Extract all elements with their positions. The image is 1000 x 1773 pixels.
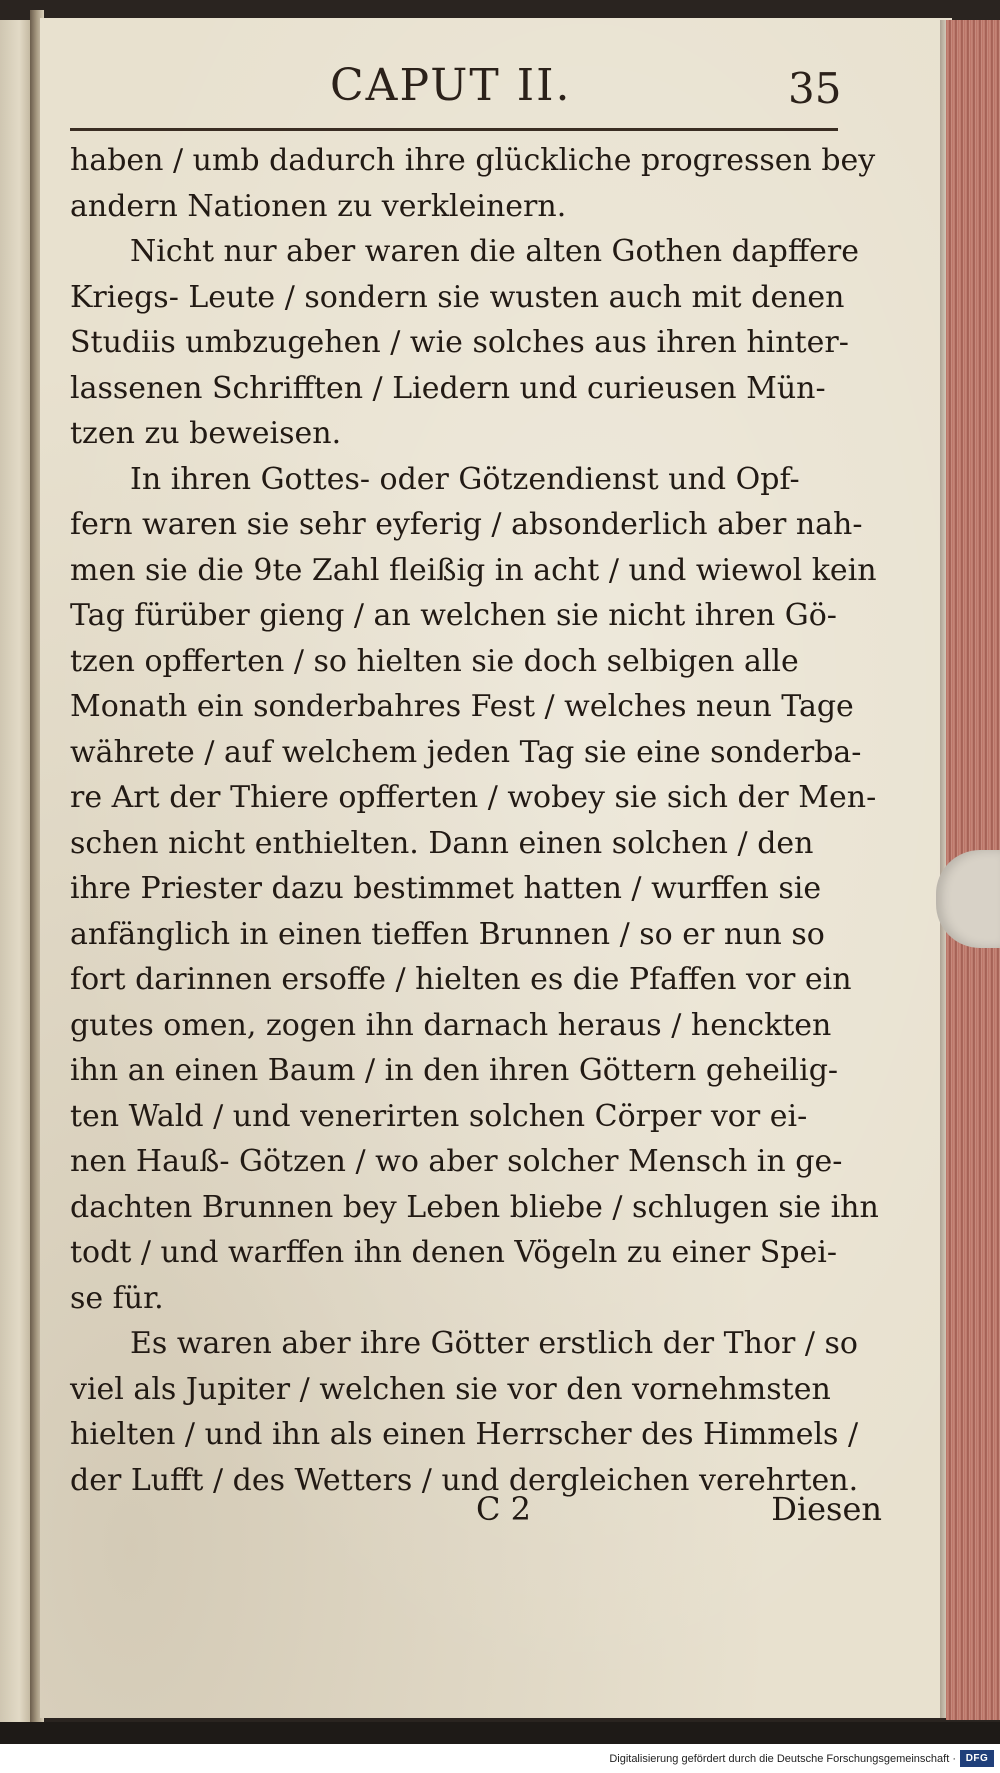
text-line: fern waren sie sehr eyferig / absonderlich aber nah-	[70, 507, 863, 542]
text-line: hielten / und ihn als einen Herrscher des Himmels /	[70, 1417, 859, 1452]
text-line: haben / umb dadurch ihre glückliche progressen bey	[70, 143, 876, 178]
text-line: tzen opfferten / so hielten sie doch selbigen alle	[70, 643, 799, 679]
page-foot	[70, 1490, 882, 1536]
scan-bottom-band	[0, 1722, 1000, 1744]
funding-credit: Digitalisierung gefördert durch die Deutsche Forschungsgemeinschaft ·	[609, 1753, 956, 1765]
text-line: anfänglich in einen tieffen Brunnen / so er nun so	[70, 916, 825, 952]
signature-mark: C 2	[476, 1490, 532, 1528]
text-line: gutes omen, zogen ihn darnach heraus / henckten	[70, 1007, 832, 1043]
text-line: Tag fürüber gieng / an welchen sie nicht ihren Gö-	[70, 598, 837, 633]
text-line: re Art der Thiere opfferten / wobey sie sich der Men-	[70, 780, 877, 815]
body-text	[70, 138, 890, 1503]
text-line: Monath ein sonderbahres Fest / welches neun Tage	[70, 689, 854, 724]
text-line: Studiis umbzugehen / wie solches aus ihren hinter-	[70, 325, 849, 360]
head-rule	[70, 128, 838, 131]
text-line: fort darinnen ersoffe / hielten es die Pfaffen vor ein	[70, 962, 852, 997]
text-line: lassenen Schrifften / Liedern und curieusen Mün-	[70, 370, 826, 406]
text-line: schen nicht enthielten. Dann einen solchen / den	[70, 825, 814, 861]
dfg-logo-icon: DFG	[960, 1750, 994, 1767]
text-line: Es waren aber ihre Götter erstlich der Thor / so	[130, 1326, 858, 1361]
text-line: Nicht nur aber waren die alten Gothen dapffere	[130, 234, 860, 269]
text-line: der Lufft / des Wetters / und dergleichen verehrten.	[70, 1462, 859, 1498]
text-line: nen Hauß- Götzen / wo aber solcher Mensch in ge-	[70, 1144, 843, 1179]
text-line: se für.	[70, 1280, 164, 1316]
text-line: viel als Jupiter / welchen sie vor den vornehmsten	[70, 1371, 831, 1407]
text-line: ten Wald / und venerirten solchen Cörper vor ei-	[70, 1098, 808, 1134]
text-line: In ihren Gottes- oder Götzendienst und Opf-	[130, 461, 800, 497]
text-line: tzen zu beweisen.	[70, 416, 342, 451]
catchword: Diesen	[771, 1490, 882, 1528]
text-line: währete / auf welchem jeden Tag sie eine sonderba-	[70, 734, 862, 770]
text-line: dachten Brunnen bey Leben bliebe / schlugen sie ihn	[70, 1189, 879, 1225]
text-line: ihre Priester dazu bestimmet hatten / wurffen sie	[70, 871, 822, 906]
text-line: men sie die 9te Zahl fleißig in acht / und wiewol kein	[70, 552, 877, 588]
text-line: todt / und warffen ihn denen Vögeln zu einer Spei-	[70, 1235, 838, 1270]
text-line: andern Nationen zu verkleinern.	[70, 188, 567, 224]
text-line: Kriegs- Leute / sondern sie wusten auch mit denen	[70, 279, 845, 315]
facing-page-edge	[0, 20, 32, 1725]
running-head: CAPUT II.	[330, 60, 572, 111]
text-line: ihn an einen Baum / in den ihren Göttern geheilig-	[70, 1053, 839, 1088]
page-number: 35	[788, 64, 842, 113]
